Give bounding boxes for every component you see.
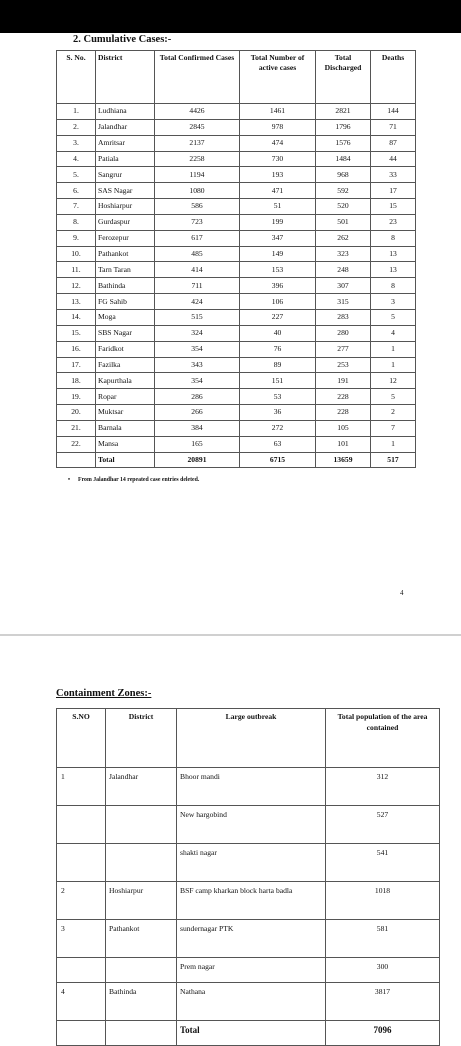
cell-district [106, 806, 177, 844]
col-header-confirmed: Total Confirmed Cases [155, 51, 240, 104]
cell-active: 76 [240, 341, 316, 357]
cell-confirmed: 2258 [155, 151, 240, 167]
containment-zones-table [56, 708, 440, 1046]
col-header-sno: S.NO [57, 709, 106, 768]
cell-district: Hoshiarpur [96, 199, 155, 215]
cell-active: 51 [240, 199, 316, 215]
cell-active: 151 [240, 373, 316, 389]
cell-district: Ludhiana [96, 104, 155, 120]
cell-sno: 19. [57, 389, 96, 405]
cell-deaths: 33 [371, 167, 416, 183]
table-row [57, 920, 440, 958]
cell-discharged: 262 [316, 230, 371, 246]
cell-population: 3817 [326, 983, 440, 1021]
cell-outbreak: BSF camp kharkan block harta badla [177, 882, 326, 920]
cell-deaths: 13 [371, 246, 416, 262]
table-row [57, 768, 440, 806]
cell-discharged: 13659 [316, 452, 371, 467]
table-row [57, 199, 416, 215]
table-header-row [57, 51, 416, 104]
cell-sno: 5. [57, 167, 96, 183]
cell-sno: 21. [57, 420, 96, 436]
cell-sno [57, 1021, 106, 1046]
cell-confirmed: 20891 [155, 452, 240, 467]
cell-sno: 9. [57, 230, 96, 246]
cell-sno: 11. [57, 262, 96, 278]
page-number: 4 [400, 589, 404, 597]
cell-deaths: 15 [371, 199, 416, 215]
cell-deaths: 3 [371, 294, 416, 310]
cell-district: Bathinda [96, 278, 155, 294]
table-row [57, 420, 416, 436]
footnote-text: From Jalandhar 14 repeated case entries deleted. [78, 477, 200, 483]
table-row [57, 151, 416, 167]
cell-deaths: 13 [371, 262, 416, 278]
cell-population: 581 [326, 920, 440, 958]
cell-active: 193 [240, 167, 316, 183]
cell-confirmed: 165 [155, 436, 240, 452]
table-row [57, 882, 440, 920]
table-row [57, 309, 416, 325]
top-black-bar [0, 0, 461, 33]
cell-confirmed: 324 [155, 325, 240, 341]
cell-sno: 7. [57, 199, 96, 215]
cell-deaths: 12 [371, 373, 416, 389]
cell-active: 40 [240, 325, 316, 341]
page-divider [0, 634, 461, 636]
cell-outbreak: Total [177, 1021, 326, 1046]
cell-active: 978 [240, 119, 316, 135]
cell-outbreak: Prem nagar [177, 958, 326, 983]
cell-sno: 22. [57, 436, 96, 452]
col-header-population: Total population of the area contained [326, 709, 440, 768]
cell-discharged: 283 [316, 309, 371, 325]
footnote [68, 477, 199, 483]
total-row [57, 452, 416, 467]
table-row [57, 373, 416, 389]
table-row [57, 167, 416, 183]
cell-district: Barnala [96, 420, 155, 436]
cell-district: Bathinda [106, 983, 177, 1021]
col-header-discharged: Total Discharged [316, 51, 371, 104]
cell-discharged: 968 [316, 167, 371, 183]
cell-active: 106 [240, 294, 316, 310]
cell-discharged: 280 [316, 325, 371, 341]
table-header-row [57, 709, 440, 768]
cell-sno: 13. [57, 294, 96, 310]
cell-confirmed: 286 [155, 389, 240, 405]
cell-district: Ropar [96, 389, 155, 405]
cell-outbreak: sundernagar PTK [177, 920, 326, 958]
cell-sno: 1. [57, 104, 96, 120]
cell-discharged: 1576 [316, 135, 371, 151]
cell-discharged: 1484 [316, 151, 371, 167]
cell-sno [57, 844, 106, 882]
cell-confirmed: 515 [155, 309, 240, 325]
section-title: 2. Cumulative Cases:- [73, 34, 172, 45]
cell-deaths: 4 [371, 325, 416, 341]
cell-active: 1461 [240, 104, 316, 120]
cell-outbreak: shakti nagar [177, 844, 326, 882]
table-row [57, 104, 416, 120]
col-header-sno: S. No. [57, 51, 96, 104]
cell-sno: 20. [57, 405, 96, 421]
cell-sno [57, 452, 96, 467]
cell-discharged: 520 [316, 199, 371, 215]
cell-district: Jalandhar [96, 119, 155, 135]
cell-deaths: 7 [371, 420, 416, 436]
cell-sno: 17. [57, 357, 96, 373]
cell-district: Pathankot [96, 246, 155, 262]
table-row [57, 183, 416, 199]
cell-population: 527 [326, 806, 440, 844]
cell-outbreak: Bhoor mandi [177, 768, 326, 806]
cell-population: 7096 [326, 1021, 440, 1046]
cell-active: 474 [240, 135, 316, 151]
cell-deaths: 144 [371, 104, 416, 120]
cell-district: Muktsar [96, 405, 155, 421]
cell-district: Kapurthala [96, 373, 155, 389]
table-row [57, 230, 416, 246]
col-header-outbreak: Large outbreak [177, 709, 326, 768]
table-row [57, 294, 416, 310]
cell-active: 199 [240, 214, 316, 230]
cell-sno: 3. [57, 135, 96, 151]
containment-title: Containment Zones:- [56, 688, 152, 699]
cell-discharged: 228 [316, 405, 371, 421]
table-row [57, 806, 440, 844]
cell-district: Fazilka [96, 357, 155, 373]
cell-active: 347 [240, 230, 316, 246]
cell-confirmed: 414 [155, 262, 240, 278]
cell-confirmed: 2137 [155, 135, 240, 151]
cell-discharged: 1796 [316, 119, 371, 135]
cell-discharged: 2821 [316, 104, 371, 120]
cell-deaths: 1 [371, 436, 416, 452]
cell-outbreak: New hargobind [177, 806, 326, 844]
cell-deaths: 71 [371, 119, 416, 135]
cell-deaths: 517 [371, 452, 416, 467]
cell-district: Jalandhar [106, 768, 177, 806]
table-row [57, 119, 416, 135]
cell-population: 312 [326, 768, 440, 806]
cell-district: Pathankot [106, 920, 177, 958]
cell-sno: 15. [57, 325, 96, 341]
cell-active: 471 [240, 183, 316, 199]
cell-district: Moga [96, 309, 155, 325]
cell-confirmed: 1194 [155, 167, 240, 183]
cell-sno: 18. [57, 373, 96, 389]
cell-deaths: 2 [371, 405, 416, 421]
table-row [57, 958, 440, 983]
cell-district [106, 958, 177, 983]
cell-active: 89 [240, 357, 316, 373]
cell-sno: 3 [57, 920, 106, 958]
cell-active: 53 [240, 389, 316, 405]
cell-discharged: 248 [316, 262, 371, 278]
col-header-deaths: Deaths [371, 51, 416, 104]
cell-sno: 2. [57, 119, 96, 135]
cell-active: 153 [240, 262, 316, 278]
cell-active: 36 [240, 405, 316, 421]
col-header-district: District [96, 51, 155, 104]
cell-confirmed: 723 [155, 214, 240, 230]
cell-active: 730 [240, 151, 316, 167]
cell-sno: 16. [57, 341, 96, 357]
cell-active: 6715 [240, 452, 316, 467]
cell-district: Ferozepur [96, 230, 155, 246]
cell-deaths: 1 [371, 357, 416, 373]
cell-confirmed: 266 [155, 405, 240, 421]
cell-discharged: 277 [316, 341, 371, 357]
total-row [57, 1021, 440, 1046]
cell-confirmed: 343 [155, 357, 240, 373]
cell-district: Patiala [96, 151, 155, 167]
cell-population: 1018 [326, 882, 440, 920]
cell-sno: 10. [57, 246, 96, 262]
cell-district: Faridkot [96, 341, 155, 357]
cell-active: 272 [240, 420, 316, 436]
table-row [57, 246, 416, 262]
cell-discharged: 105 [316, 420, 371, 436]
cell-district: Gurdaspur [96, 214, 155, 230]
cell-district: Tarn Taran [96, 262, 155, 278]
cell-discharged: 315 [316, 294, 371, 310]
cell-sno: 14. [57, 309, 96, 325]
cell-deaths: 87 [371, 135, 416, 151]
table-row [57, 436, 416, 452]
cell-confirmed: 711 [155, 278, 240, 294]
cell-discharged: 101 [316, 436, 371, 452]
table-row [57, 844, 440, 882]
table-row [57, 135, 416, 151]
cell-confirmed: 1080 [155, 183, 240, 199]
bullet-icon: • [68, 477, 71, 483]
cell-sno [57, 958, 106, 983]
cell-sno: 2 [57, 882, 106, 920]
cell-district: Hoshiarpur [106, 882, 177, 920]
cell-discharged: 228 [316, 389, 371, 405]
cell-district: Amritsar [96, 135, 155, 151]
cell-deaths: 8 [371, 230, 416, 246]
cell-confirmed: 384 [155, 420, 240, 436]
cell-district [106, 1021, 177, 1046]
cell-sno: 6. [57, 183, 96, 199]
cell-district: SAS Nagar [96, 183, 155, 199]
table-row [57, 341, 416, 357]
cell-discharged: 253 [316, 357, 371, 373]
cell-active: 396 [240, 278, 316, 294]
cell-active: 149 [240, 246, 316, 262]
cell-deaths: 17 [371, 183, 416, 199]
cell-deaths: 44 [371, 151, 416, 167]
cell-confirmed: 586 [155, 199, 240, 215]
cell-active: 63 [240, 436, 316, 452]
cell-deaths: 23 [371, 214, 416, 230]
cell-sno: 4 [57, 983, 106, 1021]
cell-population: 541 [326, 844, 440, 882]
cell-confirmed: 4426 [155, 104, 240, 120]
cell-district: SBS Nagar [96, 325, 155, 341]
col-header-district: District [106, 709, 177, 768]
cumulative-cases-table [56, 50, 416, 468]
table-row [57, 278, 416, 294]
cell-confirmed: 485 [155, 246, 240, 262]
cell-sno [57, 806, 106, 844]
cell-active: 227 [240, 309, 316, 325]
cell-confirmed: 354 [155, 373, 240, 389]
cell-district: Mansa [96, 436, 155, 452]
cell-deaths: 1 [371, 341, 416, 357]
cell-district: Sangrur [96, 167, 155, 183]
cell-discharged: 323 [316, 246, 371, 262]
cell-discharged: 307 [316, 278, 371, 294]
cell-deaths: 8 [371, 278, 416, 294]
cell-sno: 8. [57, 214, 96, 230]
table-row [57, 325, 416, 341]
table-row [57, 389, 416, 405]
table-row [57, 357, 416, 373]
cell-deaths: 5 [371, 389, 416, 405]
cell-confirmed: 617 [155, 230, 240, 246]
cell-confirmed: 424 [155, 294, 240, 310]
table-row [57, 405, 416, 421]
col-header-active: Total Number of active cases [240, 51, 316, 104]
cell-sno: 12. [57, 278, 96, 294]
cell-sno: 4. [57, 151, 96, 167]
table-row [57, 214, 416, 230]
cell-population: 300 [326, 958, 440, 983]
table-row [57, 262, 416, 278]
cell-district: FG Sahib [96, 294, 155, 310]
cell-discharged: 501 [316, 214, 371, 230]
table-row [57, 983, 440, 1021]
cell-discharged: 191 [316, 373, 371, 389]
cell-discharged: 592 [316, 183, 371, 199]
cell-district: Total [96, 452, 155, 467]
cell-district [106, 844, 177, 882]
cell-confirmed: 2845 [155, 119, 240, 135]
cell-sno: 1 [57, 768, 106, 806]
cell-confirmed: 354 [155, 341, 240, 357]
cell-deaths: 5 [371, 309, 416, 325]
cell-outbreak: Nathana [177, 983, 326, 1021]
